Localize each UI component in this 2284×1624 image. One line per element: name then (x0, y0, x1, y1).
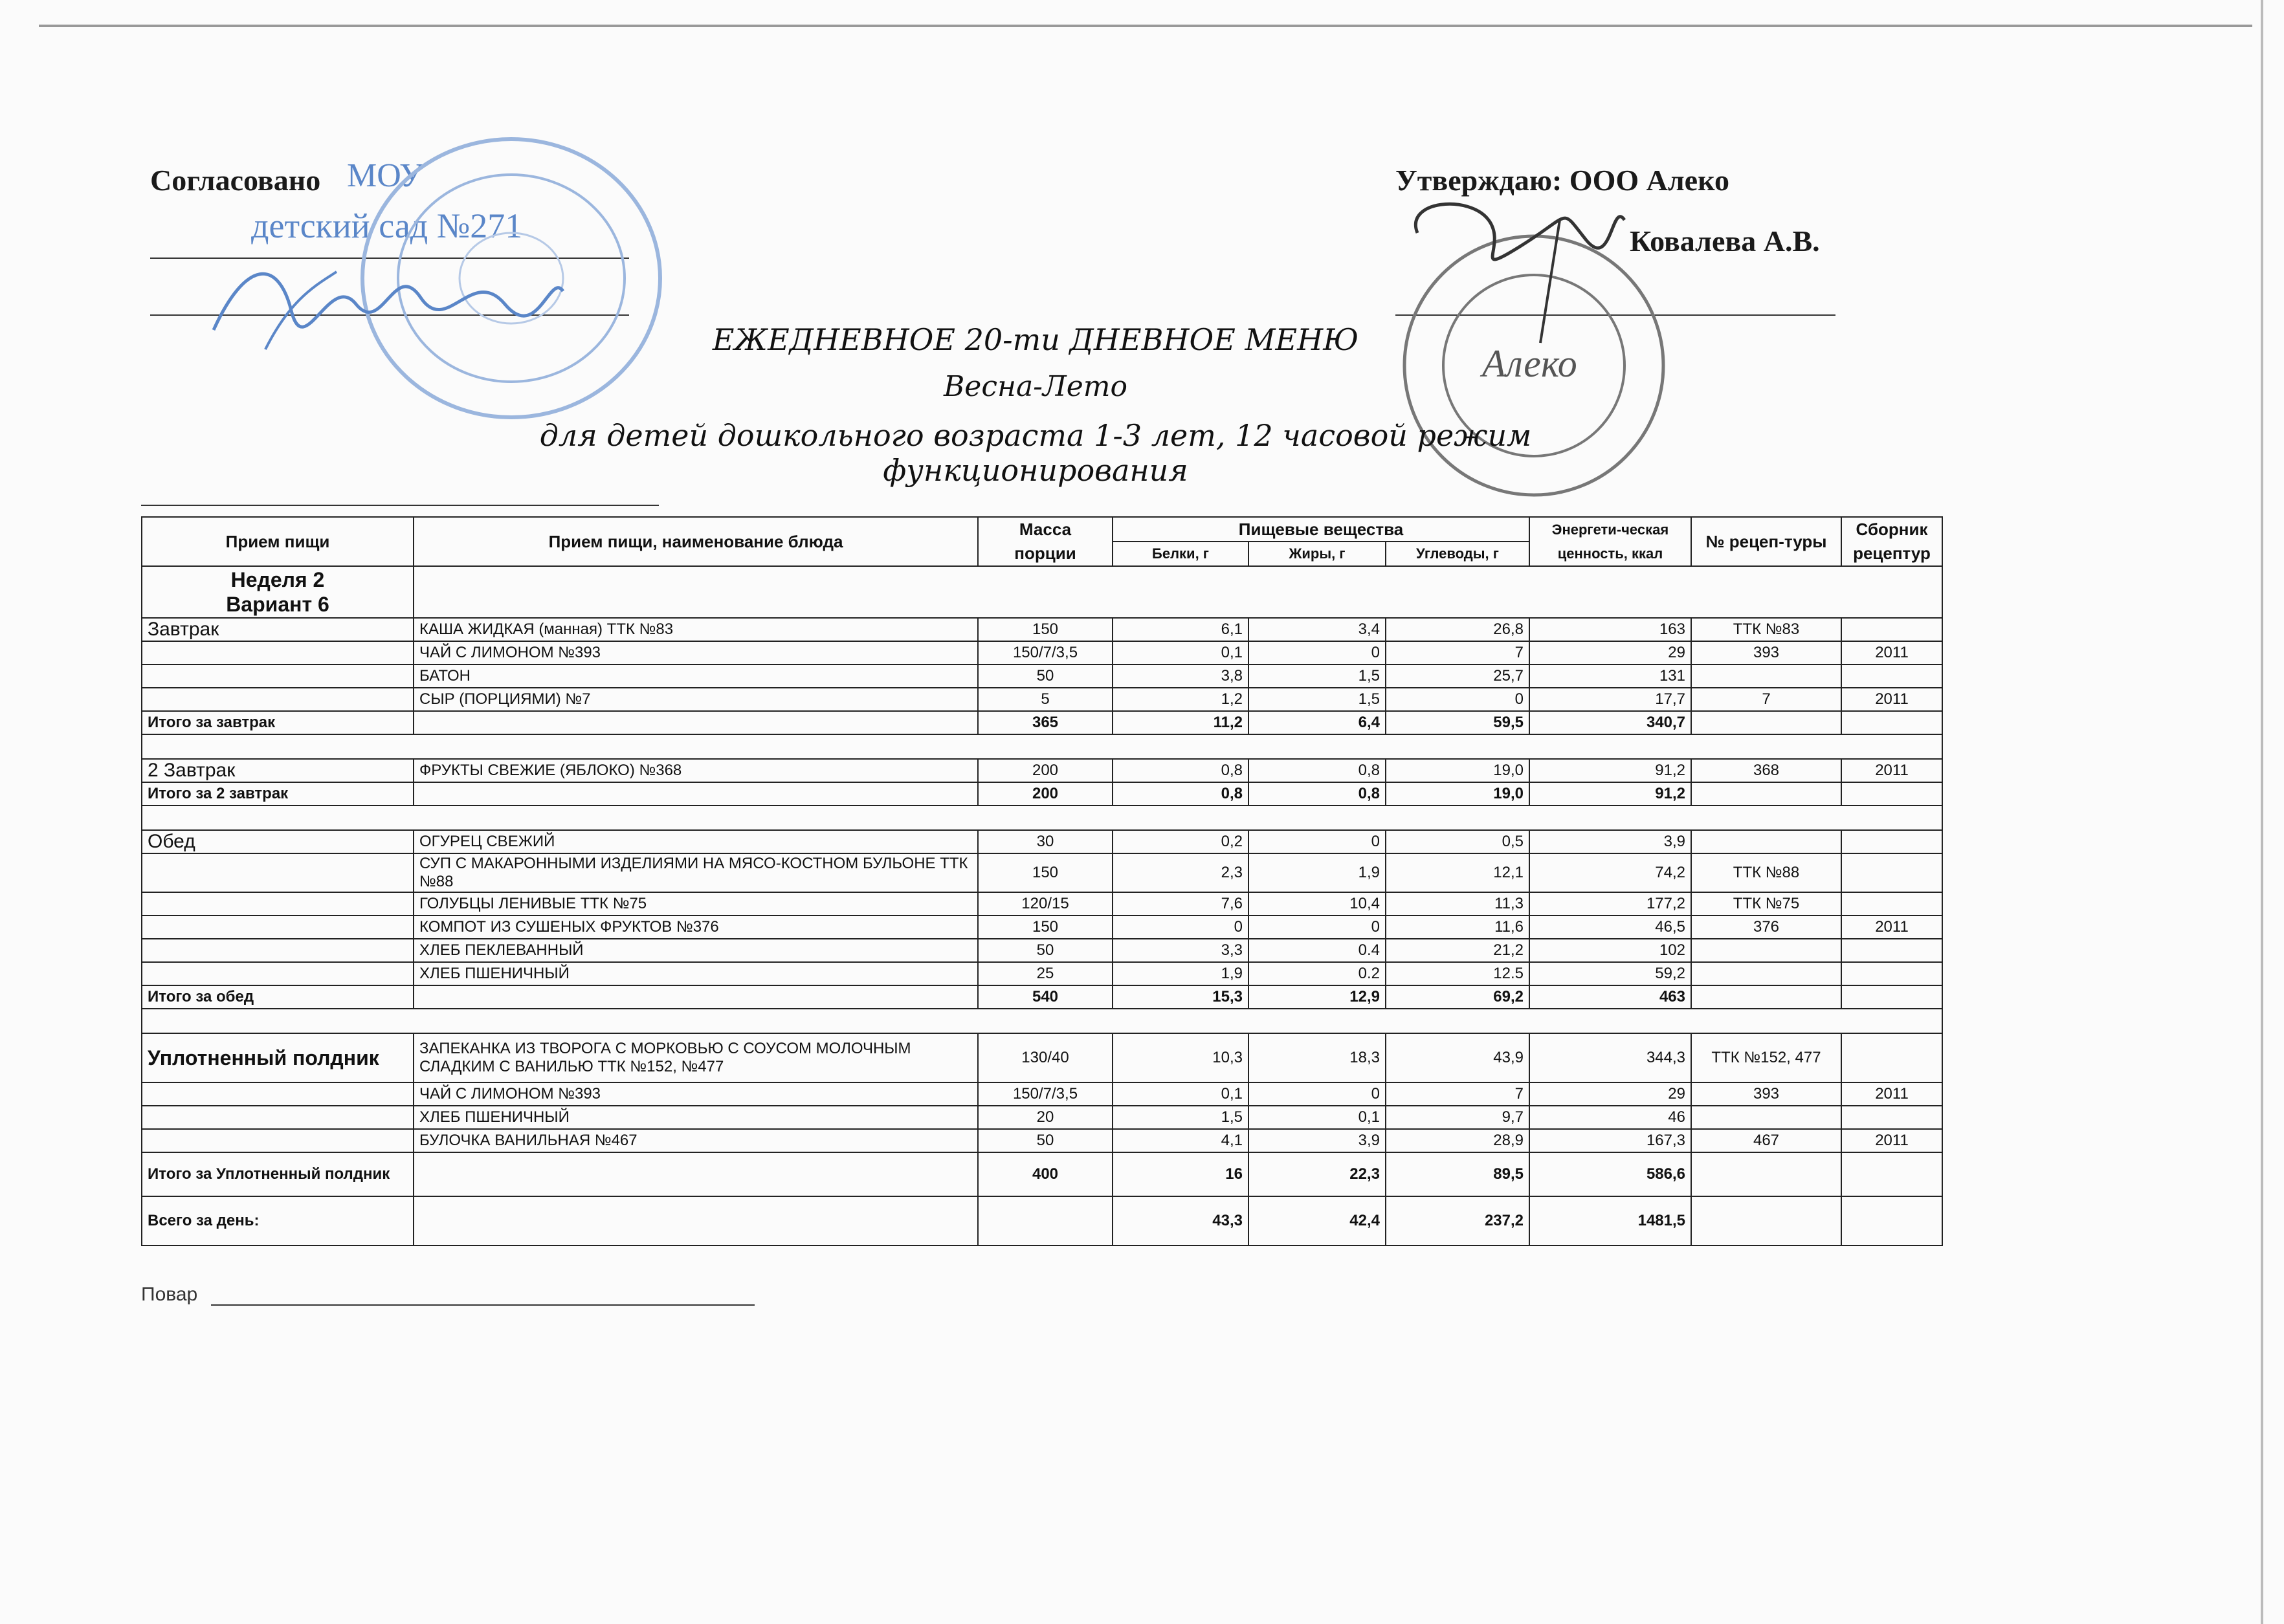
spacer-row (142, 1009, 1942, 1033)
col-protein-header: Белки, г (1113, 542, 1248, 566)
total-row (142, 1152, 1942, 1196)
portion-mass: 50 (978, 939, 1113, 962)
total-collection-empty (1841, 1152, 1942, 1196)
dish-row (142, 1129, 1942, 1152)
menu-subtitle: для детей дошкольного возраста 1-3 лет, 12 часовой режим функционирования (539, 418, 1532, 488)
protein-value: 10,3 (1113, 1033, 1248, 1082)
energy-value: 91,2 (1529, 759, 1691, 782)
recipe-collection (1841, 939, 1942, 962)
col-recipe-header: № рецеп-туры (1691, 517, 1841, 566)
dish-name: ОГУРЕЦ СВЕЖИЙ (414, 830, 978, 853)
carbs-value: 0 (1386, 688, 1529, 711)
col-energy-header-2: ценность, ккал (1529, 542, 1691, 566)
total-label: Итого за завтрак (142, 711, 414, 734)
carbs-value: 43,9 (1386, 1033, 1529, 1082)
cook-sign-line (211, 1304, 755, 1306)
protein-value: 2,3 (1113, 853, 1248, 892)
col-dish-header: Прием пищи, наименование блюда (414, 517, 978, 566)
portion-mass: 20 (978, 1106, 1113, 1129)
portion-mass: 150/7/3,5 (978, 1082, 1113, 1106)
recipe-number: ТТК №75 (1691, 892, 1841, 916)
dish-name: СУП С МАКАРОННЫМИ ИЗДЕЛИЯМИ НА МЯСО-КОСТНОМ БУЛЬОНЕ ТТК №88 (414, 853, 978, 892)
recipe-number: 393 (1691, 641, 1841, 664)
total-collection-empty (1841, 985, 1942, 1009)
fat-value: 0 (1248, 1082, 1386, 1106)
dish-row (142, 641, 1942, 664)
total-energy: 340,7 (1529, 711, 1691, 734)
total-fat: 0,8 (1248, 782, 1386, 806)
dish-row (142, 962, 1942, 985)
protein-value: 3,3 (1113, 939, 1248, 962)
total-empty-cell (414, 711, 978, 734)
meal-name (142, 939, 414, 962)
scan-top-line (39, 25, 2252, 27)
protein-value: 7,6 (1113, 892, 1248, 916)
total-label: Итого за 2 завтрак (142, 782, 414, 806)
dish-row (142, 1082, 1942, 1106)
left-org-stamp: МОУ (347, 157, 423, 194)
dish-row (142, 1033, 1942, 1082)
recipe-number: 7 (1691, 688, 1841, 711)
recipe-collection (1841, 618, 1942, 641)
total-recipe-empty (1691, 1152, 1841, 1196)
protein-value: 3,8 (1113, 664, 1248, 688)
dish-name: СЫР (ПОРЦИЯМИ) №7 (414, 688, 978, 711)
total-mass: 200 (978, 782, 1113, 806)
fat-value: 0,1 (1248, 1106, 1386, 1129)
meal-name (142, 1082, 414, 1106)
portion-mass: 50 (978, 664, 1113, 688)
protein-value: 4,1 (1113, 1129, 1248, 1152)
carbs-value: 11,6 (1386, 916, 1529, 939)
total-fat: 22,3 (1248, 1152, 1386, 1196)
total-recipe-empty (1691, 782, 1841, 806)
scan-right-edge (2261, 0, 2263, 1624)
energy-value: 167,3 (1529, 1129, 1691, 1152)
col-fat-header: Жиры, г (1248, 542, 1386, 566)
energy-value: 163 (1529, 618, 1691, 641)
carbs-value: 7 (1386, 1082, 1529, 1106)
week-row (142, 566, 1942, 618)
recipe-number: 376 (1691, 916, 1841, 939)
energy-value: 177,2 (1529, 892, 1691, 916)
total-carbs: 19,0 (1386, 782, 1529, 806)
total-protein: 16 (1113, 1152, 1248, 1196)
fat-value: 0.4 (1248, 939, 1386, 962)
fat-value: 18,3 (1248, 1033, 1386, 1082)
menu-title: ЕЖЕДНЕВНОЕ 20-ти ДНЕВНОЕ МЕНЮ (712, 322, 1359, 357)
fat-value: 3,9 (1248, 1129, 1386, 1152)
meal-name (142, 688, 414, 711)
total-label: Всего за день: (142, 1196, 414, 1245)
dish-name: КОМПОТ ИЗ СУШЕНЫХ ФРУКТОВ №376 (414, 916, 978, 939)
week-empty-cell (414, 566, 1942, 618)
carbs-value: 19,0 (1386, 759, 1529, 782)
portion-mass: 150 (978, 916, 1113, 939)
portion-mass: 30 (978, 830, 1113, 853)
total-carbs: 59,5 (1386, 711, 1529, 734)
energy-value: 74,2 (1529, 853, 1691, 892)
protein-value: 1,5 (1113, 1106, 1248, 1129)
col-collection-header-2: рецептур (1841, 542, 1942, 566)
dish-row (142, 759, 1942, 782)
total-empty-cell (414, 782, 978, 806)
recipe-number: ТТК №83 (1691, 618, 1841, 641)
total-protein: 43,3 (1113, 1196, 1248, 1245)
col-collection-header: Сборник (1841, 517, 1942, 542)
total-empty-cell (414, 985, 978, 1009)
total-protein: 0,8 (1113, 782, 1248, 806)
fat-value: 0 (1248, 641, 1386, 664)
total-carbs: 237,2 (1386, 1196, 1529, 1245)
variant-label: Вариант 6 (226, 593, 329, 616)
total-energy: 1481,5 (1529, 1196, 1691, 1245)
energy-value: 131 (1529, 664, 1691, 688)
dish-row (142, 853, 1942, 892)
recipe-collection (1841, 853, 1942, 892)
col-meal-header: Прием пищи (142, 517, 414, 566)
recipe-collection (1841, 830, 1942, 853)
carbs-value: 12.5 (1386, 962, 1529, 985)
dish-row (142, 892, 1942, 916)
carbs-value: 11,3 (1386, 892, 1529, 916)
total-protein: 15,3 (1113, 985, 1248, 1009)
protein-value: 1,9 (1113, 962, 1248, 985)
week-label: Неделя 2 (230, 568, 325, 591)
total-fat: 6,4 (1248, 711, 1386, 734)
recipe-collection: 2011 (1841, 1129, 1942, 1152)
recipe-number: 467 (1691, 1129, 1841, 1152)
portion-mass: 120/15 (978, 892, 1113, 916)
protein-value: 6,1 (1113, 618, 1248, 641)
carbs-value: 12,1 (1386, 853, 1529, 892)
menu-table (141, 516, 1943, 1246)
meal-name: Обед (142, 830, 414, 853)
carbs-value: 0,5 (1386, 830, 1529, 853)
dish-name: ХЛЕБ ПШЕНИЧНЫЙ (414, 962, 978, 985)
total-collection-empty (1841, 1196, 1942, 1245)
total-protein: 11,2 (1113, 711, 1248, 734)
dish-row (142, 1106, 1942, 1129)
dish-name: ЧАЙ С ЛИМОНОМ №393 (414, 1082, 978, 1106)
spacer-cell (142, 734, 1942, 759)
left-signature-icon (201, 233, 576, 356)
protein-value: 0 (1113, 916, 1248, 939)
meal-name (142, 1129, 414, 1152)
meal-name (142, 962, 414, 985)
dish-row (142, 688, 1942, 711)
recipe-number: 393 (1691, 1082, 1841, 1106)
portion-mass: 200 (978, 759, 1113, 782)
protein-value: 1,2 (1113, 688, 1248, 711)
total-row (142, 711, 1942, 734)
total-empty-cell (414, 1152, 978, 1196)
table-top-rule (141, 505, 659, 506)
recipe-number (1691, 1106, 1841, 1129)
recipe-collection (1841, 1033, 1942, 1082)
total-fat: 42,4 (1248, 1196, 1386, 1245)
total-label: Итого за Уплотненный полдник (142, 1152, 414, 1196)
energy-value: 29 (1529, 641, 1691, 664)
dish-name: КАША ЖИДКАЯ (манная) ТТК №83 (414, 618, 978, 641)
fat-value: 10,4 (1248, 892, 1386, 916)
total-row (142, 985, 1942, 1009)
energy-value: 46 (1529, 1106, 1691, 1129)
portion-mass: 5 (978, 688, 1113, 711)
total-mass (978, 1196, 1113, 1245)
fat-value: 0 (1248, 830, 1386, 853)
dish-name: ЧАЙ С ЛИМОНОМ №393 (414, 641, 978, 664)
recipe-collection: 2011 (1841, 641, 1942, 664)
portion-mass: 50 (978, 1129, 1113, 1152)
energy-value: 102 (1529, 939, 1691, 962)
total-recipe-empty (1691, 711, 1841, 734)
total-carbs: 69,2 (1386, 985, 1529, 1009)
dish-name: БАТОН (414, 664, 978, 688)
table-header-row (142, 517, 1942, 542)
recipe-collection: 2011 (1841, 759, 1942, 782)
total-row (142, 782, 1942, 806)
portion-mass: 130/40 (978, 1033, 1113, 1082)
total-carbs: 89,5 (1386, 1152, 1529, 1196)
meal-name (142, 641, 414, 664)
total-fat: 12,9 (1248, 985, 1386, 1009)
cook-label: Повар (141, 1284, 198, 1305)
total-recipe-empty (1691, 985, 1841, 1009)
total-collection-empty (1841, 782, 1942, 806)
fat-value: 1,5 (1248, 664, 1386, 688)
dish-name: ЗАПЕКАНКА ИЗ ТВОРОГА С МОРКОВЬЮ С СОУСОМ МОЛОЧНЫМ СЛАДКИМ С ВАНИЛЬЮ ТТК №152, №477 (414, 1033, 978, 1082)
dish-row (142, 830, 1942, 853)
meal-name: Уплотненный полдник (142, 1033, 414, 1082)
portion-mass: 150 (978, 618, 1113, 641)
meal-name: 2 Завтрак (142, 759, 414, 782)
total-energy: 91,2 (1529, 782, 1691, 806)
portion-mass: 150 (978, 853, 1113, 892)
recipe-number (1691, 664, 1841, 688)
energy-value: 46,5 (1529, 916, 1691, 939)
recipe-number (1691, 830, 1841, 853)
recipe-number: ТТК №88 (1691, 853, 1841, 892)
energy-value: 344,3 (1529, 1033, 1691, 1082)
recipe-collection (1841, 1106, 1942, 1129)
fat-value: 1,9 (1248, 853, 1386, 892)
meal-name (142, 1106, 414, 1129)
carbs-value: 9,7 (1386, 1106, 1529, 1129)
meal-name (142, 664, 414, 688)
col-mass-header-2: порции (978, 542, 1113, 566)
approve-label: Утверждаю: ООО Алеко (1395, 164, 1729, 197)
total-recipe-empty (1691, 1196, 1841, 1245)
col-energy-header: Энергети-ческая (1529, 517, 1691, 542)
energy-value: 17,7 (1529, 688, 1691, 711)
total-empty-cell (414, 1196, 978, 1245)
recipe-number (1691, 962, 1841, 985)
meal-name (142, 853, 414, 892)
protein-value: 0,1 (1113, 641, 1248, 664)
protein-value: 0,2 (1113, 830, 1248, 853)
recipe-number (1691, 939, 1841, 962)
energy-value: 59,2 (1529, 962, 1691, 985)
fat-value: 0 (1248, 916, 1386, 939)
col-nutrients-header: Пищевые вещества (1113, 517, 1529, 542)
recipe-collection (1841, 962, 1942, 985)
left-org-name: детский сад №271 (251, 206, 523, 245)
approved-label: Согласовано (150, 164, 321, 197)
recipe-number: 368 (1691, 759, 1841, 782)
recipe-collection: 2011 (1841, 1082, 1942, 1106)
col-mass-header: Масса (978, 517, 1113, 542)
recipe-number: ТТК №152, 477 (1691, 1033, 1841, 1082)
total-mass: 540 (978, 985, 1113, 1009)
fat-value: 0.2 (1248, 962, 1386, 985)
dish-row (142, 618, 1942, 641)
fat-value: 3,4 (1248, 618, 1386, 641)
recipe-collection: 2011 (1841, 688, 1942, 711)
total-energy: 586,6 (1529, 1152, 1691, 1196)
carbs-value: 7 (1386, 641, 1529, 664)
meal-name (142, 892, 414, 916)
total-label: Итого за обед (142, 985, 414, 1009)
portion-mass: 150/7/3,5 (978, 641, 1113, 664)
dish-name: ФРУКТЫ СВЕЖИЕ (ЯБЛОКО) №368 (414, 759, 978, 782)
portion-mass: 25 (978, 962, 1113, 985)
carbs-value: 25,7 (1386, 664, 1529, 688)
total-mass: 365 (978, 711, 1113, 734)
dish-name: ХЛЕБ ПЕКЛЕВАННЫЙ (414, 939, 978, 962)
carbs-value: 21,2 (1386, 939, 1529, 962)
spacer-cell (142, 806, 1942, 830)
col-carbs-header: Углеводы, г (1386, 542, 1529, 566)
dish-row (142, 916, 1942, 939)
spacer-row (142, 734, 1942, 759)
protein-value: 0,8 (1113, 759, 1248, 782)
carbs-value: 28,9 (1386, 1129, 1529, 1152)
recipe-collection: 2011 (1841, 916, 1942, 939)
dish-row (142, 939, 1942, 962)
meal-name (142, 916, 414, 939)
week-cell (142, 566, 414, 618)
energy-value: 3,9 (1529, 830, 1691, 853)
right-stamp-text: Алеко (1482, 342, 1577, 385)
recipe-collection (1841, 664, 1942, 688)
protein-value: 0,1 (1113, 1082, 1248, 1106)
menu-season: Весна-Лето (943, 370, 1128, 403)
dish-name: ХЛЕБ ПШЕНИЧНЫЙ (414, 1106, 978, 1129)
fat-value: 1,5 (1248, 688, 1386, 711)
meal-name: Завтрак (142, 618, 414, 641)
spacer-cell (142, 1009, 1942, 1033)
dish-row (142, 664, 1942, 688)
total-row (142, 1196, 1942, 1245)
total-mass: 400 (978, 1152, 1113, 1196)
energy-value: 29 (1529, 1082, 1691, 1106)
approver-name: Ковалева А.В. (1630, 225, 1820, 258)
spacer-row (142, 806, 1942, 830)
right-signature-icon (1391, 181, 1650, 349)
total-energy: 463 (1529, 985, 1691, 1009)
carbs-value: 26,8 (1386, 618, 1529, 641)
total-collection-empty (1841, 711, 1942, 734)
dish-name: БУЛОЧКА ВАНИЛЬНАЯ №467 (414, 1129, 978, 1152)
dish-name: ГОЛУБЦЫ ЛЕНИВЫЕ ТТК №75 (414, 892, 978, 916)
fat-value: 0,8 (1248, 759, 1386, 782)
recipe-collection (1841, 892, 1942, 916)
